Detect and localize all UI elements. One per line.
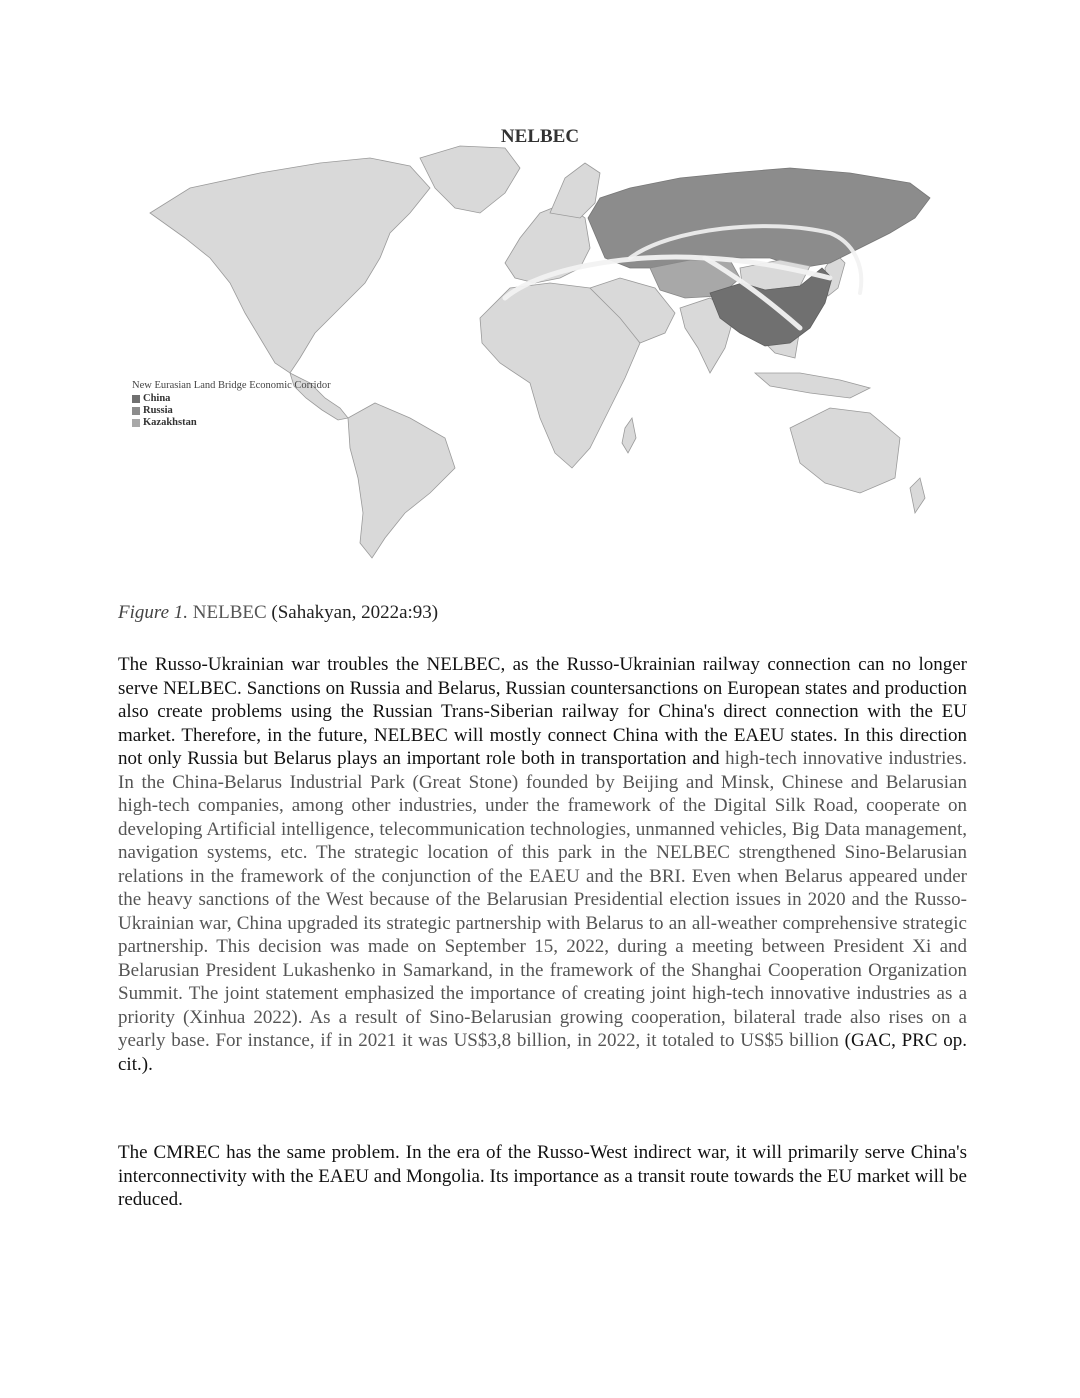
paragraph-2: The CMREC has the same problem. In the era of the Russo-West indirect war, it will primarily serve China's interconnectivity with the EAEU and Mongolia. Its importance as a transit route towards the EU market will be reduced.	[118, 1142, 967, 1210]
legend-item-china	[132, 393, 332, 405]
figure-caption	[118, 602, 438, 624]
legend-swatch-china	[132, 395, 140, 403]
caption-label: Figure 1.	[118, 602, 189, 623]
paragraph-1-part-3: (GAC, PRC op. cit.).	[118, 1030, 968, 1075]
paragraph-1-part-2: high-tech innovative industries. In the China-Belarus Industrial Park (Great Stone) founded by Beijing and Minsk, Chinese and Belarusian high-tech companies, among other industries, under the framework of the Digital Silk Road, cooperate on developing Artificial intelligence, telecommunication technologies, unmanned vehicles, Big Data management, navigation systems, etc. The strategic location of this park in the NELBEC strengthened Sino-Belarusian relations in the framework of the conjunction of the EAEU and the BRI. Even when Belarus appeared under the heavy sanctions of the West because of the Belarusian Presidential election issues in 2020 and the Russo-Ukrainian war, China upgraded its strategic partnership with Belarus to an all-weather comprehensive strategic partnership. This decision was made on September 15, 2022, during a meeting between President Xi and Belarusian President Lukashenko in Samarkand, in the framework of the Shanghai Cooperation Organization Summit. The joint statement emphasized the importance of creating joint high-tech innovative industries as a priority (Xinhua 2022). As a result of Sino-Belarusian growing cooperation, bilateral trade also rises on a yearly base. For instance, if in 2021 it was US$3,8 billion, in 2022, it totaled to US$5 billion	[118, 748, 967, 1051]
paragraph-1	[118, 653, 967, 1076]
legend-item-russia	[132, 405, 332, 417]
map-legend	[132, 380, 332, 429]
legend-label-china: China	[143, 393, 171, 404]
caption-source: (Sahakyan, 2022a:93)	[271, 602, 439, 623]
caption-name: NELBEC	[192, 602, 267, 623]
legend-title: New Eurasian Land Bridge Economic Corridor	[132, 380, 331, 391]
figure-map	[110, 118, 970, 568]
legend-label-kazakhstan: Kazakhstan	[143, 417, 197, 428]
legend-label-russia: Russia	[143, 405, 173, 416]
paragraph-1-part-1: The Russo-Ukrainian war troubles the NELBEC, as the Russo-Ukrainian railway connection can no longer serve NELBEC. Sanctions on Russia and Belarus, Russian countersanctions on European states and production also create problems using the Russian Trans-Siberian railway for China's direct connection with the EU market. Therefore, in the future, NELBEC will mostly connect China with the EAEU states. In this direction not only Russia but Belarus plays an important role both in transportation and	[118, 654, 967, 769]
legend-swatch-kazakhstan	[132, 419, 140, 427]
map-title: NELBEC	[500, 126, 580, 147]
legend-swatch-russia	[132, 407, 140, 415]
legend-item-kazakhstan	[132, 417, 332, 429]
world-map	[110, 118, 970, 568]
